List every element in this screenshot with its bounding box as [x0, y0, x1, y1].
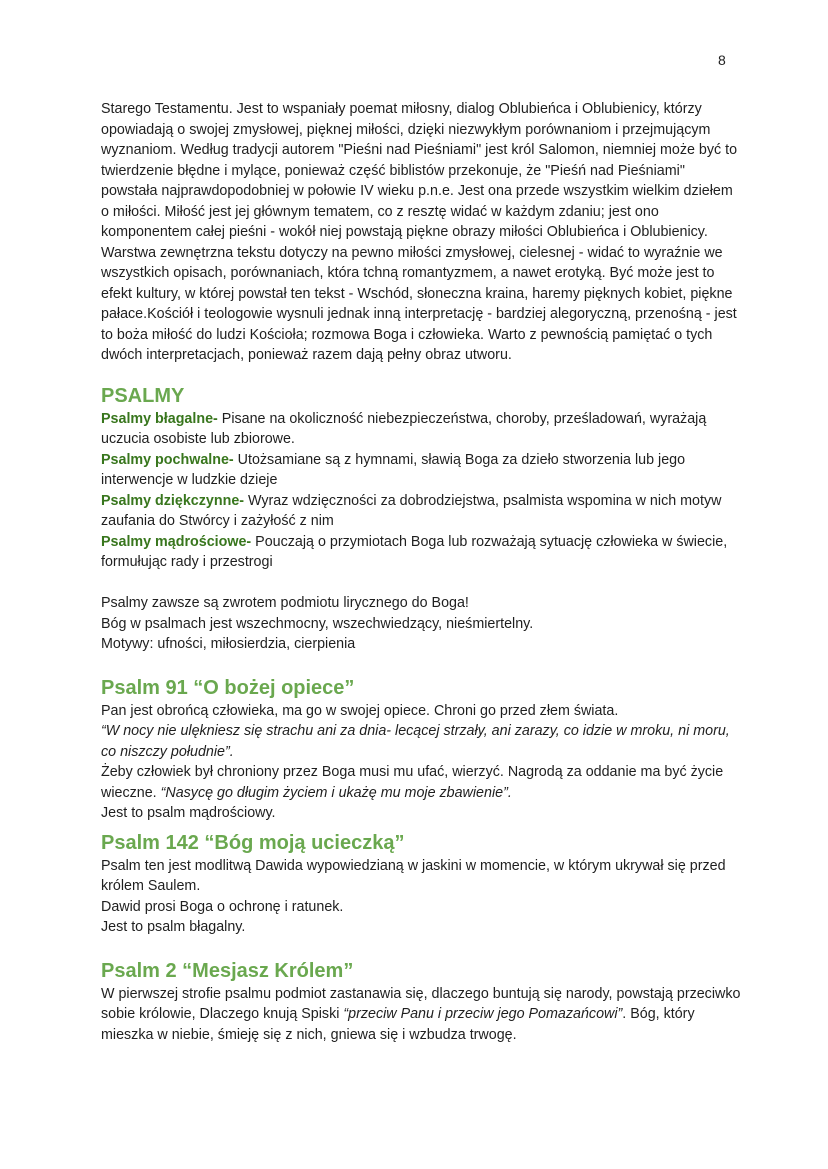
- psalmy-heading: PSALMY: [101, 384, 185, 407]
- psalm-type-desc: Wyraz wdzięczności za dobrodziejstwa, psalmista wspomina w nich motyw zaufania do Stwórcy i zażyłość z nim: [101, 492, 722, 529]
- psalmy-note: Bóg w psalmach jest wszechmocny, wszechwiedzący, nieśmiertelny.: [101, 615, 534, 632]
- psalm-type-term: Psalmy błagalne-: [101, 410, 218, 427]
- psalm-type-desc: Pisane na okoliczność niebezpieczeństwa, choroby, prześladowań, wyrażają uczucia osobiste lub zbiorowe.: [101, 410, 707, 447]
- psalm-type-term: Psalmy mądrościowe-: [101, 533, 252, 550]
- psalm-type-madrosciowe: [101, 532, 741, 573]
- intro-paragraph: Starego Testamentu. Jest to wspaniały poemat miłosny, dialog Oblubieńca i Oblubienicy, którzy opowiadają o swojej zmysłowej, pięknej miłości, dzięki niezwykłym porównaniom i przejmującym wyznaniom. Według tradycji autorem "Pieśni nad Pieśniami" jest król Salomon, niemniej może być to twierdzenie błędne i mylące, ponieważ część biblistów przekonuje, że "Pieśń nad Pieśniami" powstała najprawdopodobniej w połowie IV wieku p.n.e. Jest ona przede wszystkim wielkim dziełem o miłości. Miłość jest jej głównym tematem, co z resztę widać w każdym zdaniu; jest ono komponentem całej pieśni - wokół niej powstają piękne obrazy miłości Oblubieńca i Oblubienicy. Warstwa zewnętrzna tekstu dotyczy na pewno miłości zmysłowej, cielesnej - widać to wyraźnie we wszystkich opisach, porównaniach, która tchną romantyzmem, a nawet erotyką. Być może jest to efekt kultury, w której powstał ten tekst - Wschód, słoneczna kraina, haremy pięknych kobiet, piękne pałace.Kościół i teologowie wysnuli jednak inną interpretację - bardziej alegoryczną, przenośną - jest to boża miłość do ludzi Kościoła; rozmowa Boga i człowieka. Warto z pewnością pamiętać o tych dwóch interpretacjach, ponieważ razem dają pełny obraz utworu.: [101, 101, 738, 363]
- psalm-2-text: . Bóg, który mieszka w niebie, śmieję się z nich, gniewa się i wzbudza trwogę.: [101, 1006, 695, 1043]
- psalm-type-desc: Utożsamiane są z hymnami, sławią Boga za dzieło stworzenia lub jego interwencje w ludzkie dzieje: [101, 451, 686, 488]
- psalm-type-blagalne: [101, 409, 741, 450]
- psalm-2-quote: “przeciw Panu i przeciw jego Pomazańcowi”: [343, 1006, 623, 1022]
- page-content: [101, 99, 741, 1045]
- psalm-type-term: Psalmy dziękczynne-: [101, 492, 245, 509]
- psalm-142-line: Psalm ten jest modlitwą Dawida wypowiedzianą w jaskini w momencie, w którym ukrywał się przed królem Saulem.: [101, 857, 726, 894]
- psalm-2-paragraph: [101, 984, 741, 1046]
- psalm-142-line: Jest to psalm błagalny.: [101, 919, 246, 935]
- psalm-type-desc: Pouczają o przymiotach Boga lub rozważają sytuację człowieka w świecie, formułując rady i przestrogi: [101, 533, 728, 570]
- page-number: 8: [718, 52, 726, 68]
- psalm-91-heading: Psalm 91 “O bożej opiece”: [101, 676, 355, 699]
- psalm-142-heading: Psalm 142 “Bóg moją ucieczką”: [101, 831, 405, 854]
- psalm-91-line: Pan jest obrońcą człowieka, ma go w swojej opiece. Chroni go przed złem świata.: [101, 702, 619, 719]
- psalm-type-dziekczynne: [101, 491, 741, 532]
- psalm-91-line: Jest to psalm mądrościowy.: [101, 805, 276, 821]
- psalm-91-line: [101, 762, 741, 803]
- psalm-91-quote: “W nocy nie ulękniesz się strachu ani za dnia- lecącej strzały, ani zarazy, co idzie w mroku, ni moru, co niszczy południe”.: [101, 723, 730, 760]
- psalm-2-heading: Psalm 2 “Mesjasz Królem”: [101, 959, 354, 982]
- psalm-type-term: Psalmy pochwalne-: [101, 451, 234, 468]
- psalmy-note: Psalmy zawsze są zwrotem podmiotu lirycznego do Boga!: [101, 595, 469, 611]
- psalmy-note: Motywy: ufności, miłosierdzia, cierpienia: [101, 636, 356, 652]
- psalm-2-text: W pierwszej strofie psalmu podmiot zastanawia się, dlaczego buntują się narody, powstają przeciwko sobie królowie, Dlaczego knują Spiski: [101, 985, 741, 1022]
- psalm-type-pochwalne: [101, 450, 741, 491]
- psalm-142-line: Dawid prosi Boga o ochronę i ratunek.: [101, 898, 344, 915]
- psalm-91-quote-inline: “Nasycę go długim życiem i ukażę mu moje zbawienie”.: [160, 784, 512, 801]
- psalm-91-text: Żeby człowiek był chroniony przez Boga musi mu ufać, wierzyć. Nagrodą za oddanie ma być życie wieczne.: [101, 764, 724, 801]
- spacer: [101, 573, 741, 594]
